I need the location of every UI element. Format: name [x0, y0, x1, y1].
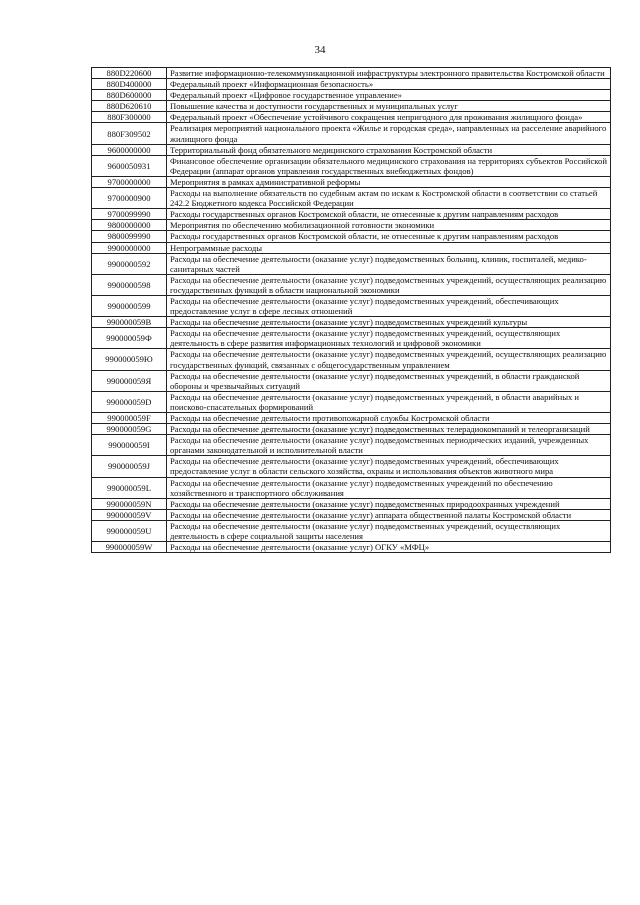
expense-description: Расходы на обеспечение деятельности (оказание услуг) подведомственных учреждений, осуществляющих реализацию государственных функций, связанных с общегосударственным управлением [167, 349, 611, 370]
expense-code: 990000059L [92, 477, 167, 498]
expense-description: Расходы на обеспечение деятельности (оказание услуг) подведомственных больниц, клиник, госпиталей, медико-санитарных частей [167, 253, 611, 274]
table-row [92, 542, 611, 553]
expense-code: 9900000592 [92, 253, 167, 274]
expense-description: Реализация мероприятий национального проекта «Жилье и городская среда», направленных на расселение аварийного жилищного фонда [167, 123, 611, 144]
expense-description: Расходы государственных органов Костромской области, не отнесенные к другим направлениям расходов [167, 209, 611, 220]
expense-code: 9600000000 [92, 144, 167, 155]
expense-code: 9900000599 [92, 295, 167, 316]
table-row [92, 391, 611, 412]
table-row [92, 477, 611, 498]
table-row [92, 209, 611, 220]
table-row [92, 144, 611, 155]
page-number: 34 [314, 44, 326, 56]
table-row [92, 188, 611, 209]
expense-description: Мероприятия по обеспечению мобилизационной готовности экономики [167, 220, 611, 231]
expense-code: 990000059F [92, 413, 167, 424]
table-row [92, 520, 611, 541]
expense-description: Федеральный проект «Цифровое государственное управление» [167, 90, 611, 101]
expense-code: 880D220600 [92, 68, 167, 79]
expense-code: 9900000000 [92, 242, 167, 253]
expense-description: Расходы на обеспечение деятельности (оказание услуг) подведомственных учреждений культуры [167, 317, 611, 328]
expense-description: Расходы на обеспечение деятельности (оказание услуг) подведомственных телерадиокомпаний и телеорганизаций [167, 424, 611, 435]
expense-code: 9800000000 [92, 220, 167, 231]
table-row [92, 274, 611, 295]
table-row [92, 349, 611, 370]
expense-code: 990000059Я [92, 370, 167, 391]
table-row [92, 123, 611, 144]
expense-description: Расходы на обеспечение деятельности (оказание услуг) ОГКУ «МФЦ» [167, 542, 611, 553]
table-row [92, 220, 611, 231]
table-row [92, 112, 611, 123]
expense-description: Расходы на обеспечение деятельности (оказание услуг) подведомственных учреждений по обеспечению хозяйственного и транспортного обслуживания [167, 477, 611, 498]
expense-description: Расходы на обеспечение деятельности (оказание услуг) подведомственных учреждений, в области аварийных и поисково-спасательных формирований [167, 391, 611, 412]
expense-description: Федеральный проект «Информационная безопасность» [167, 79, 611, 90]
expense-code: 9700099990 [92, 209, 167, 220]
expense-description: Расходы на обеспечение деятельности (оказание услуг) подведомственных учреждений, обеспечивающих предоставление услуг в области сельского хозяйства, охраны и использования объектов животного мира [167, 456, 611, 477]
expense-description: Повышение качества и доступности государственных и муниципальных услуг [167, 101, 611, 112]
table-row [92, 424, 611, 435]
expense-description: Расходы на обеспечение деятельности (оказание услуг) подведомственных учреждений, обеспечивающих предоставление услуг в сфере лесных отношений [167, 295, 611, 316]
expense-code: 990000059B [92, 317, 167, 328]
table-row [92, 155, 611, 176]
expense-code: 880D600000 [92, 90, 167, 101]
expense-code: 880D400000 [92, 79, 167, 90]
table-row [92, 317, 611, 328]
table-row [92, 79, 611, 90]
expense-description: Расходы на обеспечение деятельности противопожарной службы Костромской области [167, 413, 611, 424]
expense-code: 990000059J [92, 456, 167, 477]
expense-code: 990000059D [92, 391, 167, 412]
expense-description: Расходы на выполнение обязательств по судебным актам по искам к Костромской области в соответствии со статьей 242.2 Бюджетного кодекса Российской Федерации [167, 188, 611, 209]
expense-code: 990000059N [92, 498, 167, 509]
expense-description: Федеральный проект «Обеспечение устойчивого сокращения непригодного для проживания жилищного фонда» [167, 112, 611, 123]
table-row [92, 231, 611, 242]
expense-code: 880F300000 [92, 112, 167, 123]
expense-description: Расходы на обеспечение деятельности (оказание услуг) подведомственных учреждений, осуществляющих реализацию государственных функций в области национальной экономики [167, 274, 611, 295]
expense-description: Расходы на обеспечение деятельности (оказание услуг) подведомственных периодических изданий, учрежденных органами законодательной и исполнительной власти [167, 435, 611, 456]
expense-code: 9700000900 [92, 188, 167, 209]
expense-code: 990000059Ф [92, 328, 167, 349]
expense-description: Развитие информационно-телекоммуникационной инфраструктуры электронного правительства Костромской области [167, 68, 611, 79]
expense-description: Расходы государственных органов Костромской области, не отнесенные к другим направлениям расходов [167, 231, 611, 242]
table-row [92, 295, 611, 316]
expense-code: 990000059G [92, 424, 167, 435]
expense-code: 9800099990 [92, 231, 167, 242]
expense-codes-table [91, 67, 611, 553]
table-row [92, 176, 611, 187]
expense-description: Расходы на обеспечение деятельности (оказание услуг) подведомственных учреждений, осуществляющих деятельность в сфере развития информационных технологий и цифровой экономики [167, 328, 611, 349]
expense-description: Мероприятия в рамках административной реформы [167, 176, 611, 187]
table-row [92, 328, 611, 349]
expense-description: Финансовое обеспечение организации обязательного медицинского страхования на территориях субъектов Российской Федерации (аппарат органов управления государственных внебюджетных фондов) [167, 155, 611, 176]
table-row [92, 90, 611, 101]
expense-code: 990000059I [92, 435, 167, 456]
expense-code: 990000059W [92, 542, 167, 553]
table-row [92, 253, 611, 274]
expense-description: Непрограммные расходы [167, 242, 611, 253]
expense-code: 990000059Ю [92, 349, 167, 370]
expense-description: Расходы на обеспечение деятельности (оказание услуг) подведомственных учреждений, в области гражданской обороны и чрезвычайных ситуаций [167, 370, 611, 391]
expense-description: Территориальный фонд обязательного медицинского страхования Костромской области [167, 144, 611, 155]
expense-description: Расходы на обеспечение деятельности (оказание услуг) подведомственных природоохранных учреждений [167, 498, 611, 509]
expense-description: Расходы на обеспечение деятельности (оказание услуг) подведомственных учреждений, осуществляющих деятельность в сфере социальной защиты населения [167, 520, 611, 541]
expense-code: 9700000000 [92, 176, 167, 187]
table-row [92, 509, 611, 520]
table-body [92, 68, 611, 553]
table-row [92, 456, 611, 477]
table-row [92, 498, 611, 509]
expense-code: 9900000598 [92, 274, 167, 295]
table-row [92, 435, 611, 456]
expense-code: 9600050931 [92, 155, 167, 176]
expense-code: 880F309502 [92, 123, 167, 144]
table-row [92, 242, 611, 253]
expense-description: Расходы на обеспечение деятельности (оказание услуг) аппарата общественной палаты Костромской области [167, 509, 611, 520]
table-row [92, 413, 611, 424]
table-row [92, 101, 611, 112]
table-row [92, 370, 611, 391]
expense-code: 990000059V [92, 509, 167, 520]
expense-code: 880D620610 [92, 101, 167, 112]
expense-code: 990000059U [92, 520, 167, 541]
table-row [92, 68, 611, 79]
